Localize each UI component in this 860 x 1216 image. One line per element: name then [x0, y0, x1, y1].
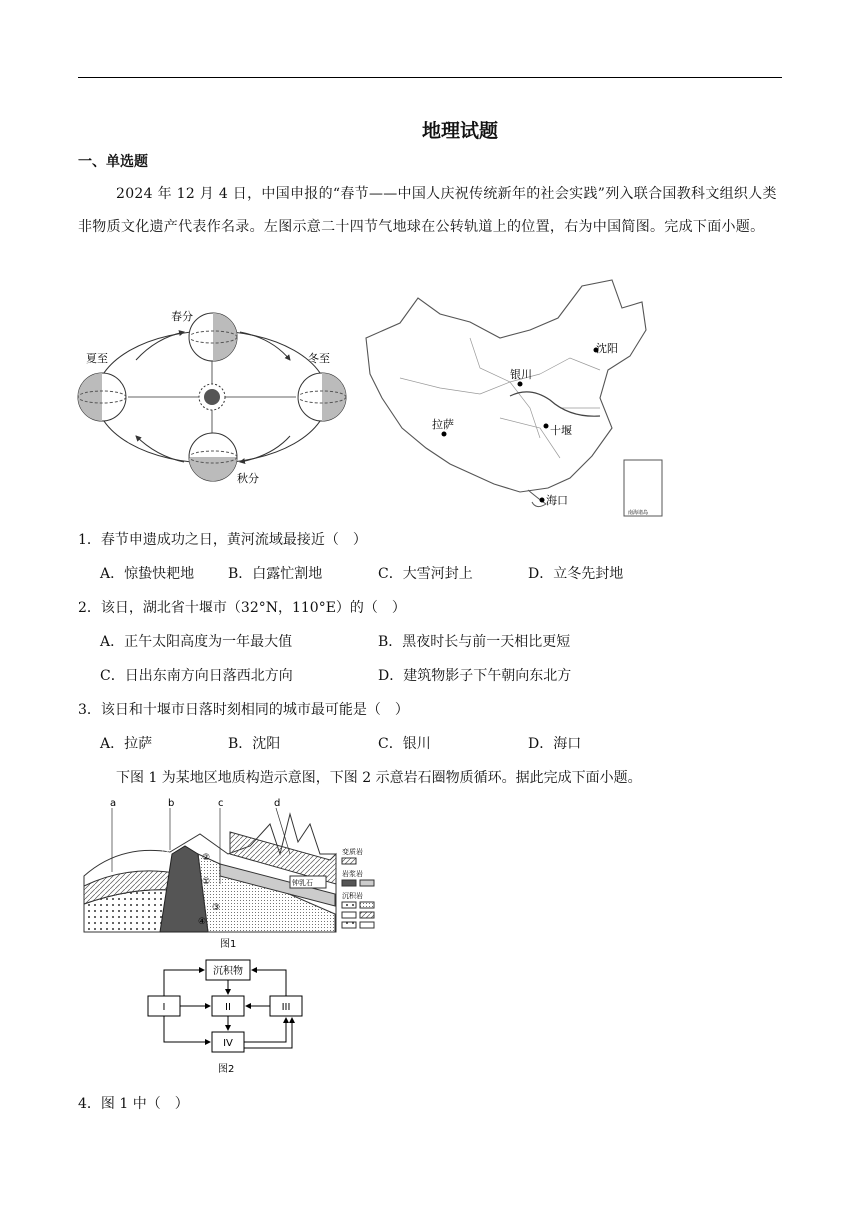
- earth-winter-icon: [298, 373, 346, 421]
- box-2: II: [225, 1002, 231, 1013]
- earth-spring-icon: [189, 313, 237, 361]
- orbit-figure: [76, 300, 352, 490]
- question-1: 1．春节申遗成功之日，黄河流域最接近（ ）: [78, 532, 367, 548]
- figure-2-caption: 图2: [218, 1064, 235, 1075]
- legend-magmatic: 岩浆岩: [342, 870, 363, 878]
- label-summer: 夏至: [86, 352, 108, 365]
- earth-autumn-icon: [189, 433, 237, 481]
- q1-option-b[interactable]: B．白露忙割地: [228, 566, 323, 582]
- q1-option-a[interactable]: A．惊蛰快耙地: [100, 566, 195, 582]
- intro-paragraph: 2024 年 12 月 4 日，中国申报的“春节——中国人庆祝传统新年的社会实践”列入联合国教科文组织人类非物质文化遗产代表作名录。左图示意二十四节气地球在公转轨道上的位置，右为中国简图。完成下面小题。: [78, 186, 777, 235]
- question-3: 3．该日和十堰市日落时刻相同的城市最可能是（ ）: [78, 702, 409, 718]
- q1-option-d[interactable]: D．立冬先封地: [528, 566, 624, 582]
- box-sediment: 沉积物: [213, 966, 243, 977]
- figure-1-caption: 图1: [220, 939, 237, 950]
- passage-2: 下图 1 为某地区地质构造示意图，下图 2 示意岩石圈物质循环。据此完成下面小题。: [116, 770, 642, 786]
- inset-label: 南海诸岛: [628, 510, 649, 516]
- q2-option-b[interactable]: B．黑夜时长与前一天相比更短: [378, 634, 571, 650]
- rock-cycle-figure: [140, 956, 320, 1076]
- section-heading: 一、单选题: [78, 154, 148, 170]
- q2-option-d[interactable]: D．建筑物影子下午朝向东北方: [378, 668, 572, 684]
- num-1: ①: [202, 877, 211, 887]
- question-2: 2．该日，湖北省十堰市（32°N，110°E）的（ ）: [78, 600, 406, 616]
- box-4: IV: [223, 1038, 233, 1049]
- city-shiyan: 十堰: [550, 424, 572, 437]
- q3-option-b[interactable]: B．沈阳: [228, 736, 281, 752]
- city-haikou: 海口: [546, 494, 568, 507]
- label-winter: 冬至: [308, 352, 330, 365]
- city-shenyang: 沈阳: [596, 342, 618, 355]
- box-3: III: [281, 1002, 291, 1013]
- city-lhasa: 拉萨: [432, 418, 454, 431]
- label-a: a: [110, 798, 117, 809]
- south-sea-inset: [624, 460, 662, 516]
- q3-option-c[interactable]: C．银川: [378, 736, 431, 752]
- label-b: b: [168, 798, 175, 809]
- num-2: ②: [202, 853, 211, 863]
- legend-metamorphic: 变质岩: [342, 848, 363, 856]
- num-5: ⑤: [162, 847, 171, 857]
- cave-label: 钟乳石: [292, 879, 313, 887]
- geology-legend: [342, 847, 374, 928]
- legend-sedimentary: 沉积岩: [342, 892, 363, 900]
- num-4: ④: [198, 917, 207, 927]
- question-4: 4．图 1 中（ ）: [78, 1096, 189, 1112]
- page-title: 地理试题: [421, 120, 498, 142]
- geology-figure: [80, 794, 380, 950]
- q3-option-d[interactable]: D．海口: [528, 736, 582, 752]
- q2-option-a[interactable]: A．正午太阳高度为一年最大值: [100, 634, 293, 650]
- label-autumn: 秋分: [237, 472, 259, 485]
- header-rule: [78, 77, 782, 78]
- q1-option-c[interactable]: C．大雪河封上: [378, 566, 473, 582]
- label-c: c: [218, 798, 224, 809]
- earth-summer-icon: [78, 373, 126, 421]
- label-d: d: [274, 798, 281, 809]
- num-3: ③: [212, 903, 221, 913]
- label-spring: 春分: [171, 310, 193, 323]
- q2-option-c[interactable]: C．日出东南方向日落西北方向: [100, 668, 293, 684]
- city-yinchuan: 银川: [510, 368, 532, 381]
- box-1: I: [162, 1002, 166, 1013]
- china-map: [360, 278, 666, 518]
- sun-icon: [199, 384, 225, 410]
- q3-option-a[interactable]: A．拉萨: [100, 736, 153, 752]
